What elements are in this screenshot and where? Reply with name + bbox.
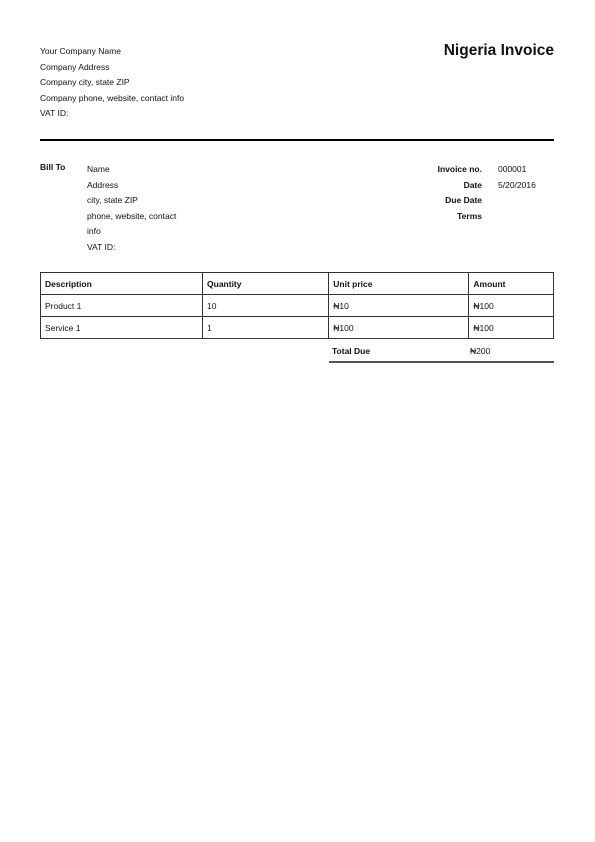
table-row (41, 295, 554, 317)
meta-label: Invoice no. (437, 164, 482, 174)
meta-value (498, 193, 560, 209)
company-vat: VAT ID: (40, 108, 69, 118)
meta-date (420, 178, 560, 194)
total-due-value: ₦200 (470, 346, 491, 356)
cell-description: Service 1 (41, 317, 203, 339)
table-header-row (41, 273, 554, 295)
company-info (40, 44, 184, 122)
total-due-row (329, 340, 554, 363)
meta-label: Date (463, 179, 482, 190)
meta-value: 5/20/2016 (498, 179, 536, 190)
header-description: Description (41, 273, 203, 295)
bill-to-name: Name (87, 164, 110, 174)
cell-unit-price: ₦100 (329, 317, 469, 339)
cell-description: Product 1 (41, 295, 203, 317)
meta-terms (420, 209, 560, 225)
invoice-title: Nigeria Invoice (443, 42, 554, 59)
company-address: Company Address (40, 61, 110, 72)
cell-amount: ₦100 (469, 317, 554, 339)
company-contact: Company phone, website, contact info (40, 92, 185, 103)
bill-to-contact-cont: info (87, 226, 101, 236)
meta-invoice-no (420, 162, 560, 178)
meta-label: Due Date (445, 195, 482, 205)
header-unit-price: Unit price (329, 273, 469, 295)
table-row (41, 317, 554, 339)
bill-to-city: city, state ZIP (87, 195, 138, 205)
company-city: Company city, state ZIP (40, 77, 130, 87)
cell-amount: ₦100 (469, 295, 554, 317)
bill-to-label: Bill To (40, 162, 66, 172)
bill-to-info (87, 162, 176, 255)
cell-unit-price: ₦10 (329, 295, 469, 317)
header-quantity: Quantity (203, 273, 329, 295)
bill-to-contact: phone, website, contact (87, 210, 177, 221)
bill-to-address: Address (87, 179, 119, 190)
cell-quantity: 1 (203, 317, 329, 339)
header-amount: Amount (469, 273, 554, 295)
line-items-table (40, 272, 554, 339)
meta-due-date (420, 193, 560, 209)
total-due-label: Total Due (332, 346, 371, 356)
meta-value (498, 209, 560, 225)
bill-to-vat: VAT ID: (87, 241, 116, 252)
invoice-meta (420, 162, 560, 224)
cell-quantity: 10 (203, 295, 329, 317)
company-name: Your Company Name (40, 46, 121, 56)
header-divider (40, 139, 554, 141)
meta-label: Terms (457, 210, 482, 221)
meta-value: 000001 (498, 164, 527, 174)
